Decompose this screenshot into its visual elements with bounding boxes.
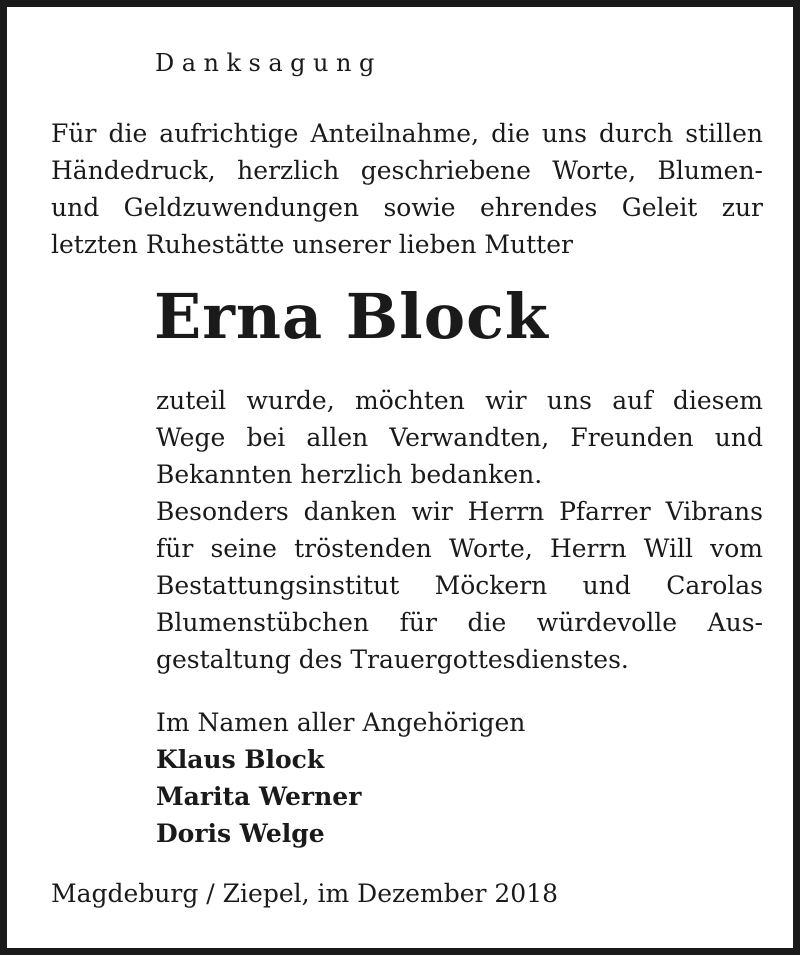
thanks-block <box>156 382 763 678</box>
thanks-paragraph: zuteil wurde, möchten wir uns auf diesem Wege bei allen Verwandten, Freunden und Bekannten herzlich bedanken. <box>156 386 763 489</box>
signatory-name: Marita Werner <box>156 782 362 811</box>
deceased-name: Erna Block <box>154 280 549 353</box>
special-thanks-paragraph: Besonders danken wir Herrn Pfarrer Vibrans für seine tröstenden Worte, Herrn Will vom Bestattungsinstitut Möckern und Carolas Blumenstübchen für die würdevolle Ausgestaltung des Trauergottesdienstes. <box>156 497 763 674</box>
closing-line: Im Namen aller Angehörigen <box>156 708 526 737</box>
intro-paragraph: Für die aufrichtige Anteilnahme, die uns durch stillen Händedruck, herzlich geschriebene Worte, Blumen- und Geldzuwendungen sowie ehrendes Geleit zur letzten Ruhestätte unserer lieben Mutter <box>51 119 763 259</box>
place-date: Magdeburg / Ziepel, im Dezember 2018 <box>51 879 559 908</box>
signatory-name: Klaus Block <box>156 745 325 774</box>
signatory-name: Doris Welge <box>156 819 325 848</box>
notice-heading: Danksagung <box>155 49 382 77</box>
signature-block <box>156 704 525 852</box>
